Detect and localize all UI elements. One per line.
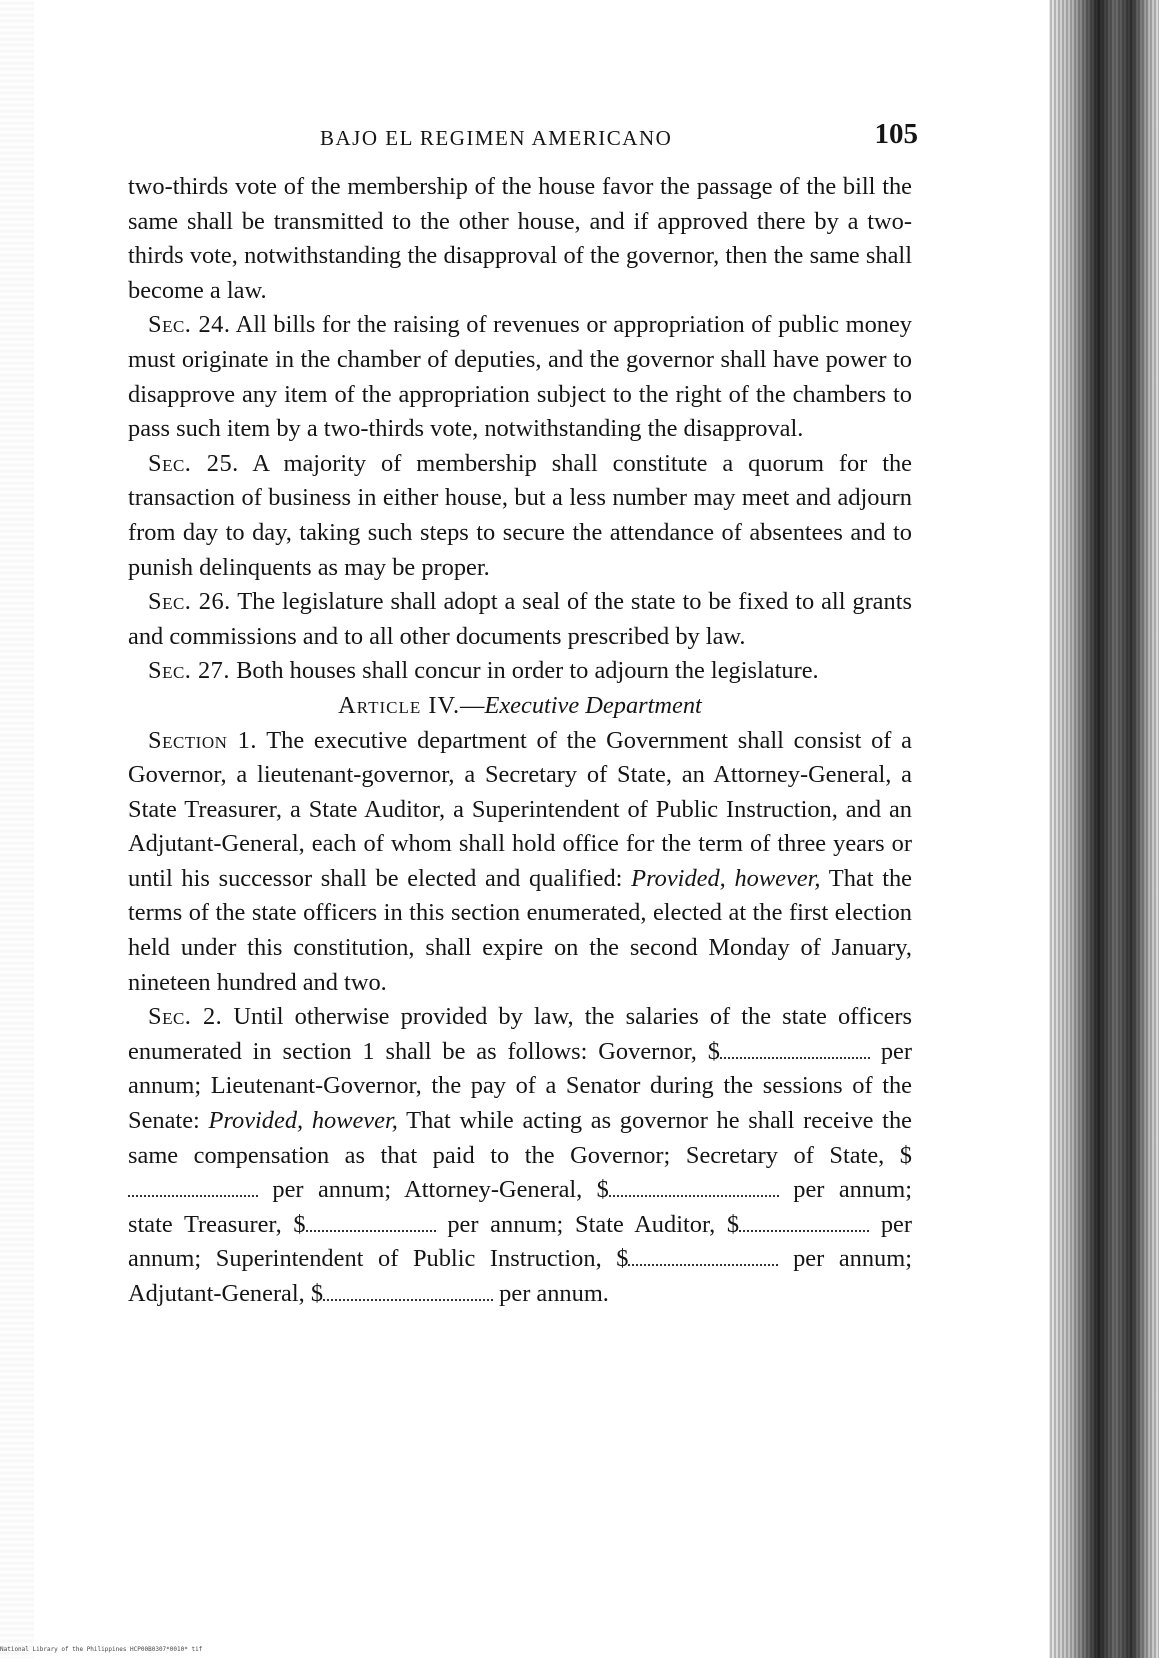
body-text — [128, 170, 912, 1312]
proviso: Provided, however, — [208, 1107, 398, 1135]
scan-footer: National Library of the Philippines HCP00B0307*0010* tif — [0, 1646, 203, 1653]
page-number: 105 — [874, 118, 918, 150]
salary-blank — [128, 1177, 258, 1197]
running-title: BAJO EL REGIMEN AMERICANO — [320, 126, 673, 150]
section-text: That the terms of the state officers in this section enumerated, elected at the first election held under this constitution, shall expire on the second Monday of January, nineteen hundred and two. — [128, 864, 913, 996]
article-4-section-2: Sec. 2. Until otherwise provided by law, the salaries of the state officers enumerated in section 1 shall be as follows: Governor, $ per annum; Lieutenant-Governor, the pay of a Senator during the sessions of the Senate: Provided, however, That while acting as governor he shall receive the same compensation as that paid to the Governor; Secretary of State, $ per annum; Attorney-General, $ per annum; state Treasurer, $ per annum; State Auditor, $ per annum; Superintendent of Public Instruction, $ per annum; Adjutant-General, $ per annum. — [128, 1003, 913, 1307]
article-separator: — — [460, 691, 485, 719]
salary-blank — [739, 1212, 869, 1232]
salary-blank — [323, 1281, 493, 1301]
running-header — [128, 118, 918, 170]
section-label: Section 1. — [148, 726, 257, 754]
proviso: Provided, however, — [631, 864, 821, 892]
section-label: Sec. 25. — [148, 449, 239, 477]
article-label: Article IV. — [338, 691, 461, 719]
section-label: Sec. 27. — [148, 657, 230, 685]
section-text: The executive department of the Government shall consist of a Governor, a lieutenant-governor, a Secretary of State, an Attorney-General, a State Treasurer, a State Auditor, a Superintendent of Public Instruction, and an Adjutant-General, each of whom shall hold office for the term of three years or until his successor shall be elected and qualified: — [128, 726, 912, 892]
salary-blank — [609, 1177, 779, 1197]
scan-left-margin — [0, 0, 34, 1658]
salary-blank — [720, 1039, 870, 1059]
section-text: The legislature shall adopt a seal of the state to be fixed to all grants and commissions and to all other documents prescribed by law. — [128, 588, 912, 650]
salary-blank — [628, 1246, 778, 1266]
article-title: Executive Department — [484, 691, 702, 719]
section-text: Both houses shall concur in order to adjourn the legislature. — [236, 657, 819, 685]
section-text: All bills for the raising of revenues or appropriation of public money must originate in the chamber of deputies, and the governor shall have power to disapprove any item of the appropriation subject to the right of the chambers to pass such item by a two-thirds vote, notwithstanding the disapproval. — [128, 311, 912, 443]
paragraph-continuation: two-thirds vote of the membership of the house favor the passage of the bill the same shall be transmitted to the other house, and if approved there by a two-thirds vote, notwithstanding the disapproval of the governor, then the same shall become a law. — [128, 173, 912, 304]
section-text: A majority of membership shall constitute a quorum for the transaction of business in either house, but a less number may meet and adjourn from day to day, taking such steps to secure the attendance of absentees and to punish delinquents as may be proper. — [128, 449, 912, 581]
section-label: Sec. 2. — [148, 1003, 223, 1031]
scan-book-gutter — [1049, 0, 1159, 1658]
section-label: Sec. 24. — [148, 311, 231, 339]
section-24 — [128, 308, 912, 446]
article-heading — [128, 689, 912, 724]
salary-blank — [306, 1212, 436, 1232]
section-25 — [128, 447, 912, 585]
section-26 — [128, 585, 912, 654]
section-27 — [128, 654, 912, 689]
article-4-section-1 — [128, 724, 912, 1001]
book-page — [128, 118, 918, 1312]
section-label: Sec. 26. — [148, 588, 231, 616]
